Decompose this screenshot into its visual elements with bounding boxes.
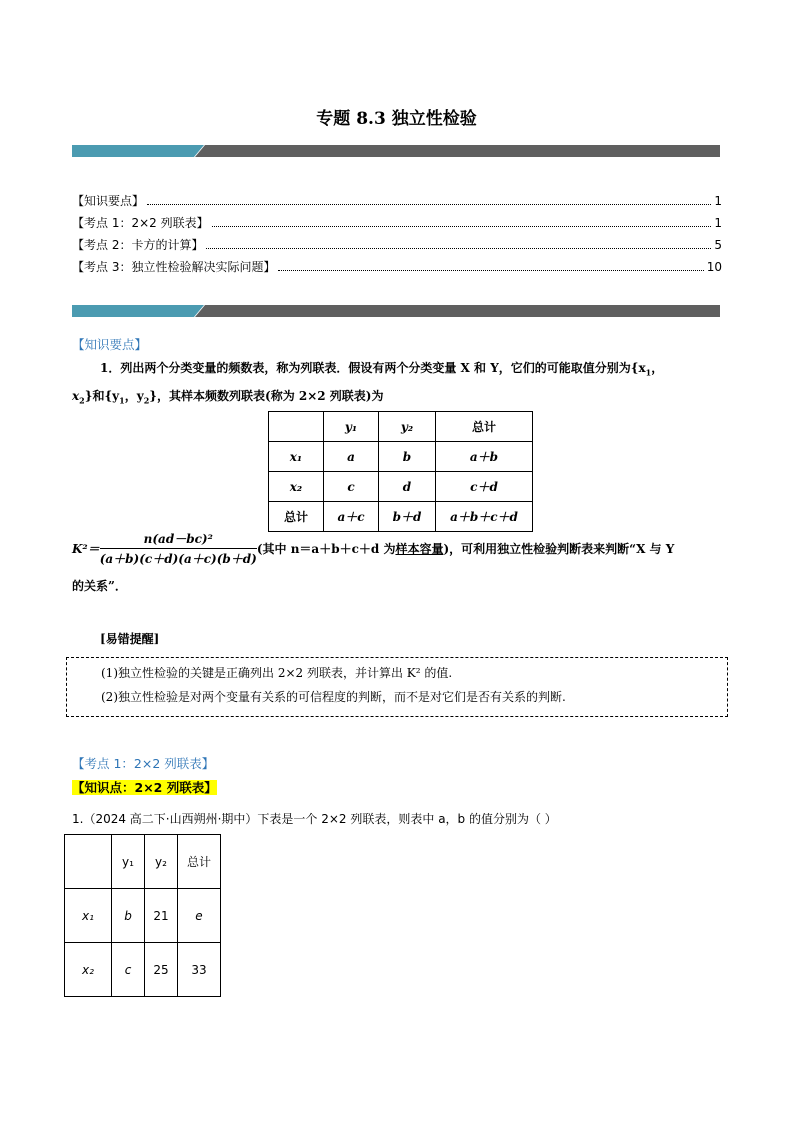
table-cell: x₂ — [269, 472, 324, 502]
table-cell — [269, 412, 324, 442]
table-cell: y₁ — [324, 412, 379, 442]
table-cell — [65, 835, 112, 889]
table-cell: a＋c — [324, 502, 379, 532]
toc-item[interactable] — [72, 236, 722, 253]
table-cell: y₁ — [112, 835, 145, 889]
table-cell: b — [112, 889, 145, 943]
banner-divider-top — [72, 145, 720, 157]
toc-item[interactable] — [72, 192, 722, 209]
table-cell: b — [379, 442, 436, 472]
table-cell: 21 — [145, 889, 178, 943]
toc-page: 1 — [714, 216, 722, 230]
toc-label: 【考点 1：2×2 列联表】 — [72, 216, 209, 230]
chi-square-formula: K²＝ $\frac{\text{n(ad－bc)²}}{(a+b)(c+d)(a+c)(b+d)}$ (其中 n＝a＋b＋c＋d 为样本容量)，可利用独立性检验判断表来判断“X 与 Y — [72, 532, 675, 566]
table-cell: a — [324, 442, 379, 472]
table-cell: c＋d — [436, 472, 533, 502]
warning-heading: [易错提醒] — [100, 632, 160, 646]
formula-continuation: 的关系”． — [72, 579, 127, 593]
table-cell: 总计 — [178, 835, 221, 889]
table-cell: c — [324, 472, 379, 502]
table-cell: y₂ — [145, 835, 178, 889]
toc-page: 5 — [714, 238, 722, 252]
table-cell: 33 — [178, 943, 221, 997]
table-cell: x₂ — [65, 943, 112, 997]
table-cell: e — [178, 889, 221, 943]
page-title: 专题 8.3 独立性检验 — [316, 109, 477, 129]
warning-box — [66, 657, 728, 717]
question-1-table — [64, 834, 221, 997]
table-cell: d — [379, 472, 436, 502]
table-cell: 总计 — [269, 502, 324, 532]
table-cell: c — [112, 943, 145, 997]
contingency-table-general — [268, 411, 533, 532]
table-cell: y₂ — [379, 412, 436, 442]
knowledge-tag: 【知识点：2×2 列联表】 — [72, 780, 217, 795]
toc-page: 10 — [706, 260, 722, 274]
toc-item[interactable] — [72, 214, 722, 231]
table-cell: x₁ — [269, 442, 324, 472]
section-heading-knowledge: 【知识要点】 — [72, 337, 148, 352]
warning-item: (2)独立性检验是对两个变量有关系的可信程度的判断，而不是对它们是否有关系的判断. — [101, 690, 566, 704]
table-cell: a＋b＋c＋d — [436, 502, 533, 532]
toc-label: 【知识要点】 — [72, 194, 145, 208]
table-cell: x₁ — [65, 889, 112, 943]
banner-divider-section — [72, 305, 720, 317]
table-cell: a＋b — [436, 442, 533, 472]
table-cell: 总计 — [436, 412, 533, 442]
table-cell: 25 — [145, 943, 178, 997]
section-heading-kaodian1: 【考点 1：2×2 列联表】 — [72, 756, 215, 771]
toc-item[interactable] — [72, 258, 722, 275]
question-1-text: 1.（2024 高二下·山西朔州·期中）下表是一个 2×2 列联表，则表中 a，b 的值分别为（ ） — [72, 812, 557, 826]
warning-item: (1)独立性检验的关键是正确列出 2×2 列联表，并计算出 K² 的值. — [101, 666, 453, 680]
toc-label: 【考点 3：独立性检验解决实际问题】 — [72, 260, 276, 274]
table-cell: b＋d — [379, 502, 436, 532]
knowledge-paragraph: 1．列出两个分类变量的频数表，称为列联表．假设有两个分类变量 X 和 Y，它们的可能取值分别为{$x_1$， $x_2$}和{$y_1$，$y_2$}，其样本频数列联表(称为 2×2 列联表)为 — [72, 361, 664, 406]
toc-page: 1 — [714, 194, 722, 208]
toc-label: 【考点 2：卡方的计算】 — [72, 238, 204, 252]
